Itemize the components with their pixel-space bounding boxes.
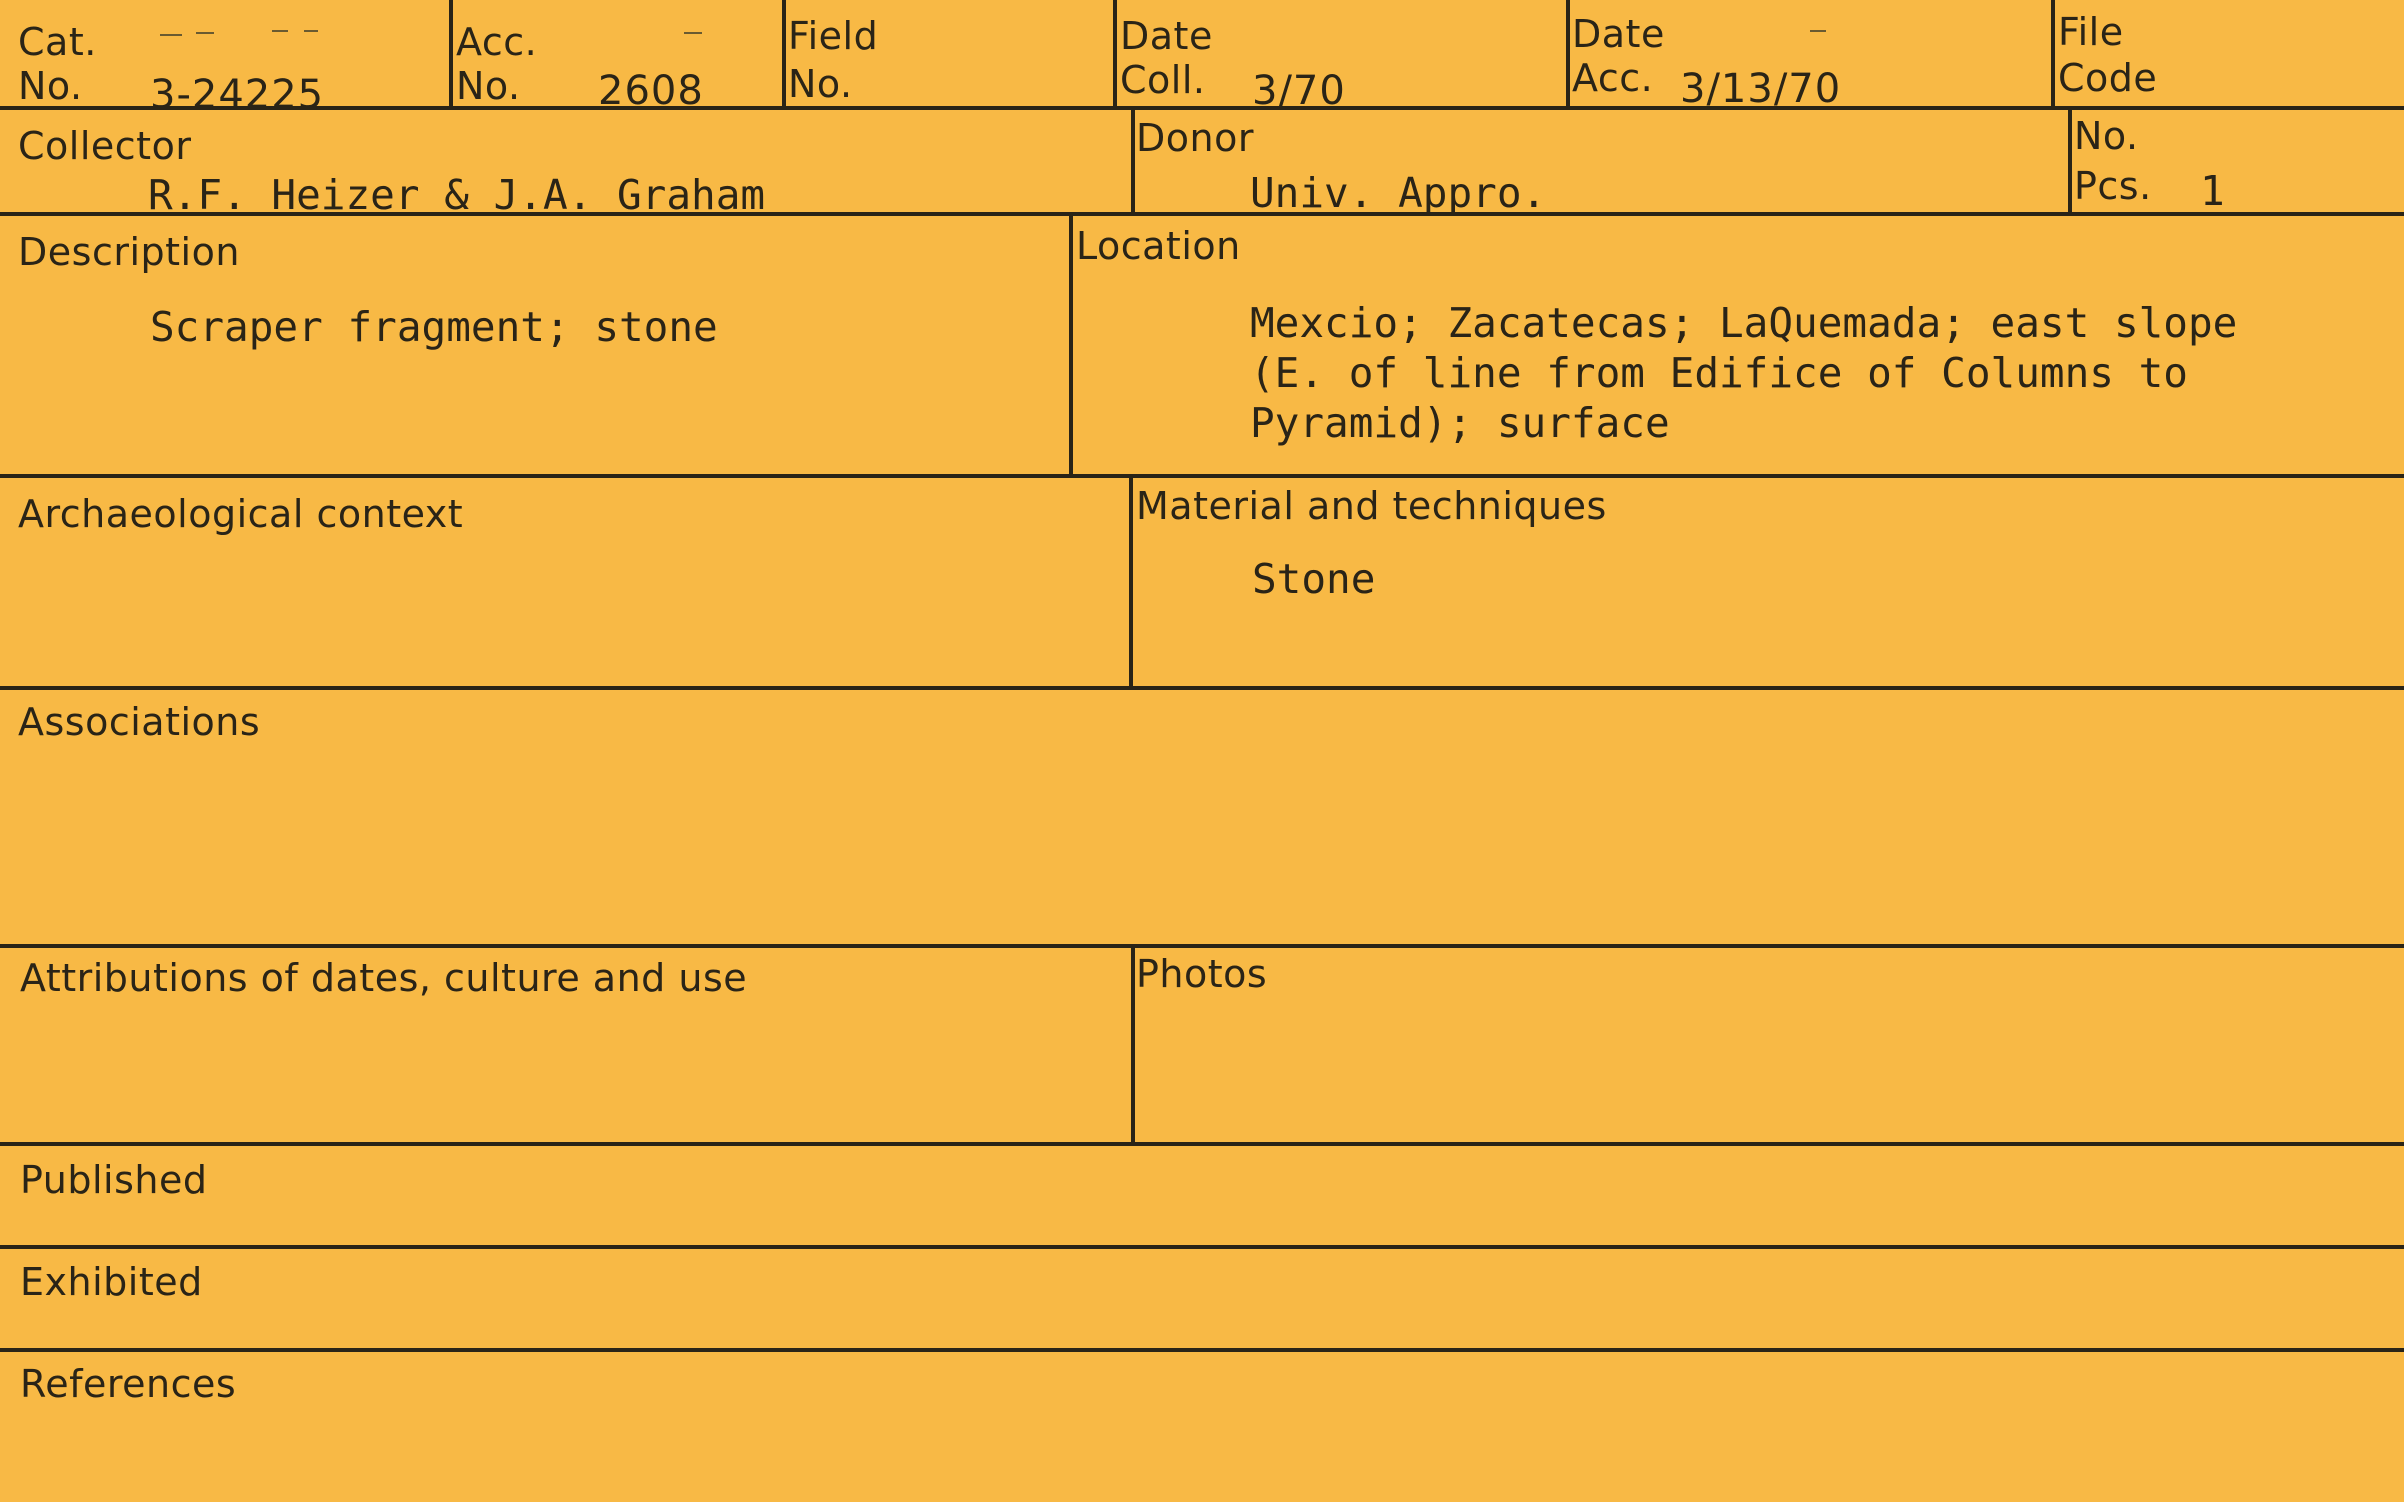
- rule-row3-bottom: [0, 474, 2404, 478]
- date-coll-value: 3/70: [1252, 68, 1346, 114]
- rule-v-acc-field: [782, 0, 786, 108]
- date-coll-label-2: Coll.: [1120, 58, 1206, 102]
- rule-v-description-location: [1069, 212, 1073, 476]
- location-line-2: (E. of line from Edifice of Columns to: [1250, 349, 2188, 397]
- field-no-label: No.: [788, 62, 853, 106]
- rule-row4-bottom: [0, 686, 2404, 690]
- acc-label: Acc.: [456, 20, 538, 64]
- attributions-label: Attributions of dates, culture and use: [20, 956, 748, 1000]
- pencil-mark: [1810, 30, 1826, 32]
- photos-label: Photos: [1136, 952, 1268, 996]
- rule-v-donor-pcs: [2068, 106, 2072, 214]
- collector-value: R.F. Heizer & J.A. Graham: [148, 171, 766, 219]
- description-label: Description: [18, 230, 240, 274]
- rule-v-archaeological-material: [1129, 474, 1133, 688]
- pencil-mark: [196, 32, 214, 34]
- published-label: Published: [20, 1158, 208, 1202]
- cat-label: Cat.: [18, 20, 97, 64]
- pencil-mark: [160, 34, 182, 36]
- cat-no-label: No.: [18, 64, 83, 108]
- date-acc-label-2: Acc.: [1572, 56, 1654, 100]
- no-label: No.: [2074, 114, 2139, 158]
- donor-value: Univ. Appro.: [1250, 169, 1547, 217]
- pcs-label: Pcs.: [2074, 164, 2152, 208]
- rule-row6-bottom: [0, 1142, 2404, 1146]
- pcs-value: 1: [2200, 167, 2225, 215]
- file-label: File: [2058, 10, 2124, 54]
- associations-label: Associations: [18, 700, 261, 744]
- date-acc-value: 3/13/70: [1680, 66, 1842, 112]
- rule-v-collector-donor: [1131, 106, 1135, 214]
- field-label: Field: [788, 14, 879, 58]
- date-coll-label-1: Date: [1120, 14, 1213, 58]
- pencil-mark: [684, 32, 702, 34]
- archaeological-context-label: Archaeological context: [18, 492, 464, 536]
- acc-no-label: No.: [456, 64, 521, 108]
- rule-exhibited-bottom: [0, 1348, 2404, 1352]
- location-line-1: Mexcio; Zacatecas; LaQuemada; east slope: [1250, 299, 2238, 347]
- collector-label: Collector: [18, 124, 192, 168]
- material-label: Material and techniques: [1136, 484, 1607, 528]
- date-acc-label-1: Date: [1572, 12, 1665, 56]
- location-label: Location: [1076, 224, 1241, 268]
- cat-no-value: 3-24225: [150, 72, 325, 118]
- rule-v-dateacc-file: [2051, 0, 2055, 108]
- references-label: References: [20, 1362, 237, 1406]
- material-value: Stone: [1252, 555, 1376, 603]
- pencil-mark: [304, 30, 318, 32]
- description-value: Scraper fragment; stone: [150, 303, 718, 351]
- rule-header-bottom: [0, 106, 2404, 110]
- exhibited-label: Exhibited: [20, 1260, 203, 1304]
- rule-v-cat-acc: [449, 0, 453, 108]
- rule-v-attributions-photos: [1131, 944, 1135, 1144]
- pencil-mark: [272, 30, 288, 32]
- acc-no-value: 2608: [598, 68, 704, 114]
- location-line-3: Pyramid); surface: [1250, 399, 1670, 447]
- rule-published-bottom: [0, 1245, 2404, 1249]
- rule-v-datecoll-dateacc: [1566, 0, 1570, 108]
- rule-v-field-datecoll: [1113, 0, 1117, 108]
- donor-label: Donor: [1136, 116, 1254, 160]
- code-label: Code: [2058, 56, 2158, 100]
- rule-row5-bottom: [0, 944, 2404, 948]
